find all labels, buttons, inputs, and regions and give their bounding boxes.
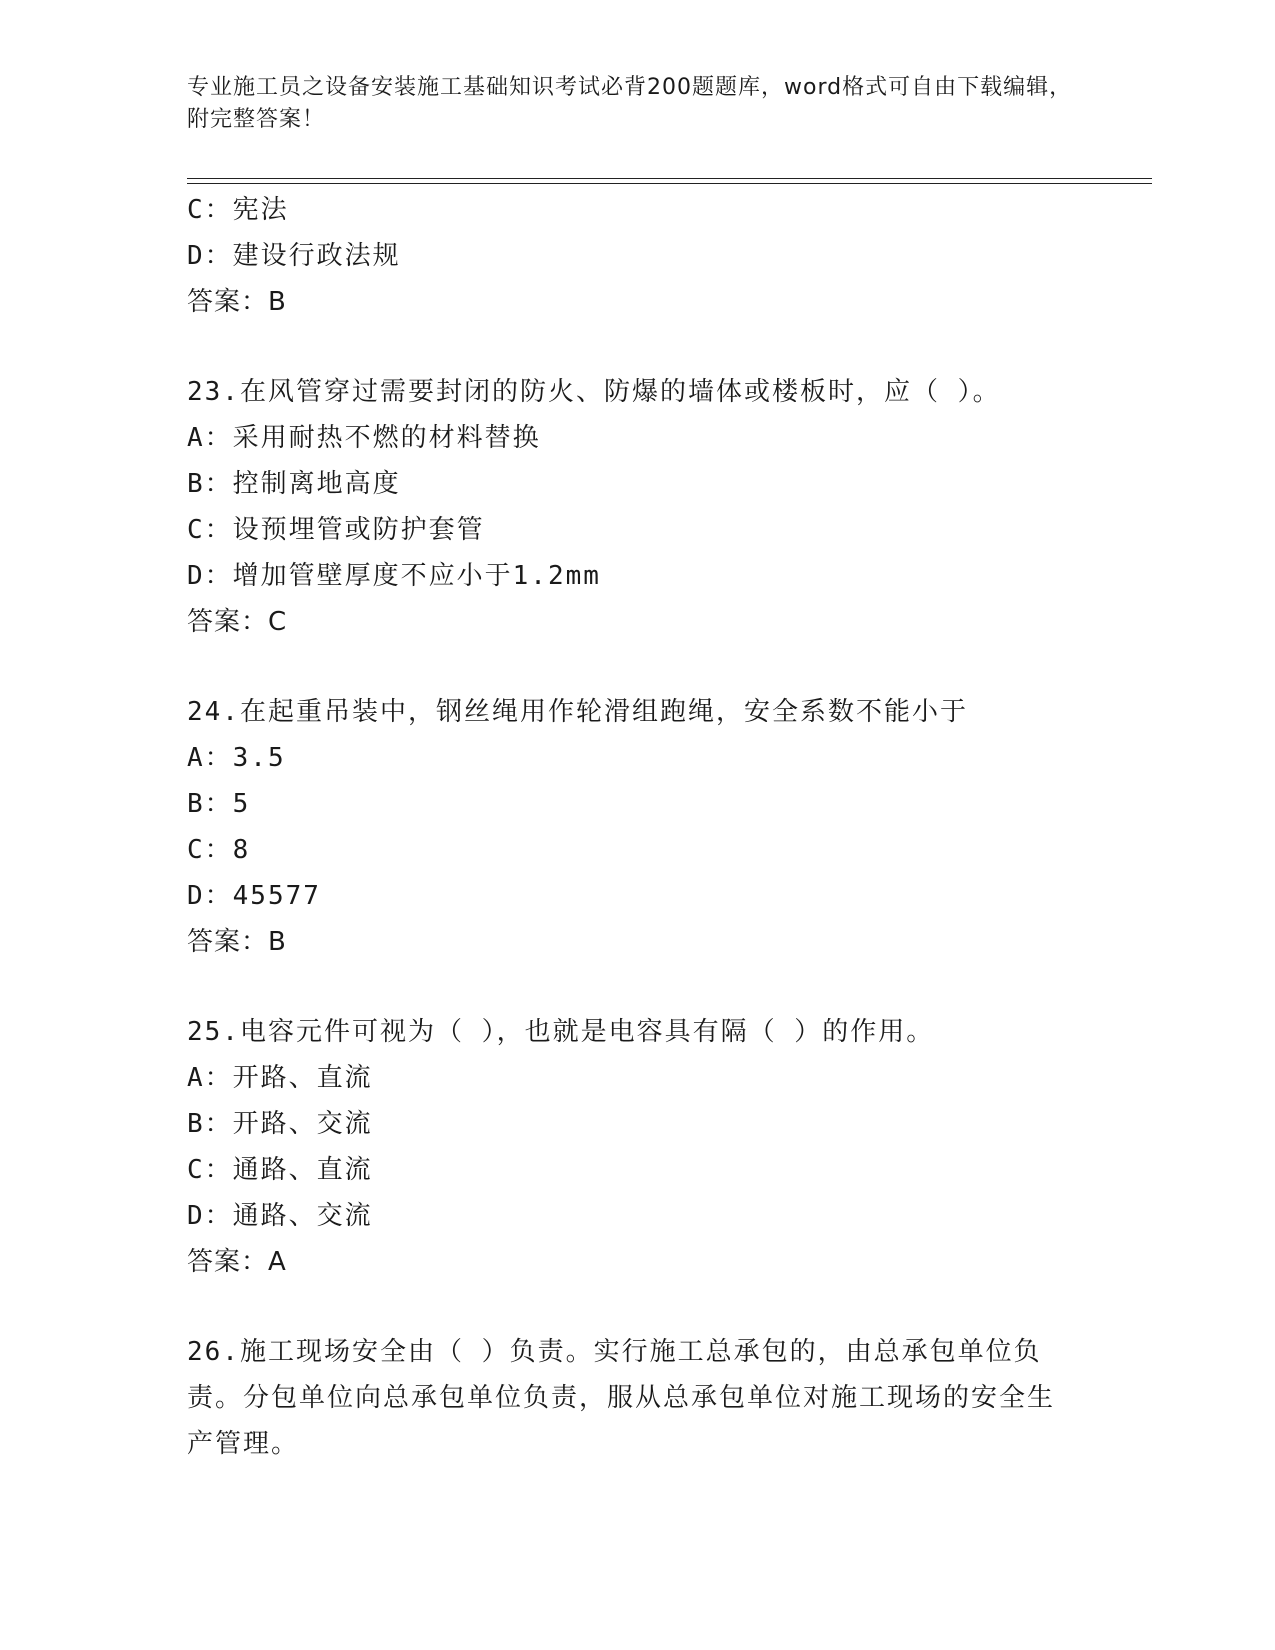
question-content <box>187 187 1087 1467</box>
option-a: A：开路、直流 <box>187 1063 373 1093</box>
answer-line: 答案：B <box>187 287 287 317</box>
question-block <box>187 1329 1087 1467</box>
option-a: A：采用耐热不燃的材料替换 <box>187 423 541 453</box>
header-divider-bottom <box>187 183 1152 184</box>
option-c: C：通路、直流 <box>187 1155 373 1185</box>
option-b: B：开路、交流 <box>187 1109 373 1139</box>
question-stem: 24.在起重吊装中，钢丝绳用作轮滑组跑绳，安全系数不能小于 <box>187 697 968 727</box>
question-block <box>187 689 1087 965</box>
option-c: C：设预埋管或防护套管 <box>187 515 485 545</box>
option-c: C：8 <box>187 835 251 865</box>
option-d: D：增加管壁厚度不应小于1.2mm <box>187 561 601 591</box>
answer-line: 答案：C <box>187 607 288 637</box>
header-title: 专业施工员之设备安装施工基础知识考试必背200题题库，word格式可自由下载编辑，附完整答案！ <box>187 75 1073 132</box>
option-d: D：45577 <box>187 881 321 911</box>
option-c: C：宪法 <box>187 195 289 225</box>
question-stem: 26.施工现场安全由（ ）负责。实行施工总承包的，由总承包单位负责。分包单位向总承包单位负责，服从总承包单位对施工现场的安全生产管理。 <box>187 1337 1056 1459</box>
question-block <box>187 1009 1087 1285</box>
header-divider-top <box>187 178 1152 179</box>
option-d: D：通路、交流 <box>187 1201 373 1231</box>
option-b: B：控制离地高度 <box>187 469 401 499</box>
question-stem: 25.电容元件可视为（ ），也就是电容具有隔（ ）的作用。 <box>187 1017 935 1047</box>
option-d: D：建设行政法规 <box>187 241 401 271</box>
question-block <box>187 369 1087 645</box>
question-stem: 23.在风管穿过需要封闭的防火、防爆的墙体或楼板时，应（ ）。 <box>187 377 1001 407</box>
document-header <box>187 72 1087 136</box>
answer-line: 答案：B <box>187 927 287 957</box>
option-b: B：5 <box>187 789 251 819</box>
option-a: A：3.5 <box>187 743 286 773</box>
answer-line: 答案：A <box>187 1247 287 1277</box>
